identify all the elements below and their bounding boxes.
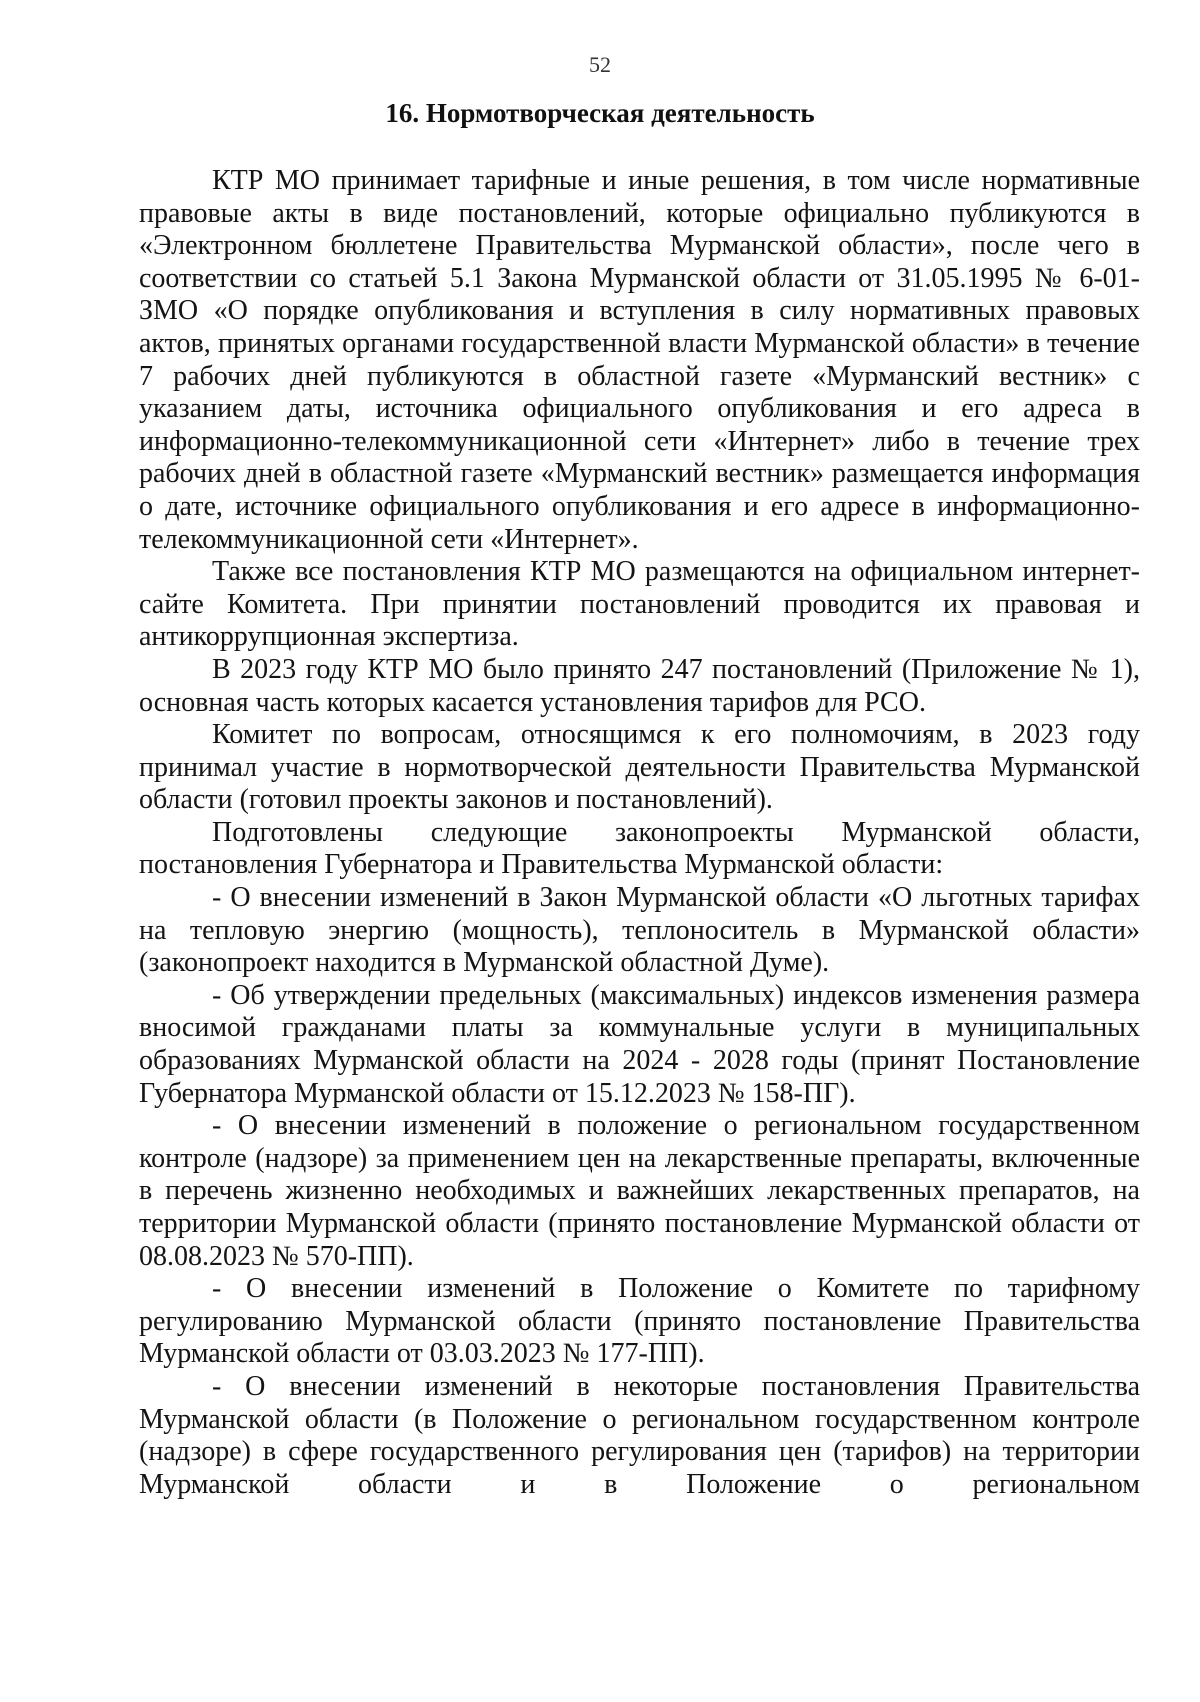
list-item-government-resolutions: - О внесении изменений в некоторые постановления Правительства Мурманской области (в Положение о региональном государственном контроле (надзоре) в сфере государственного регулирования цен (тарифов) на территории Мурманской области и в Положение о региональном bbox=[139, 1370, 1140, 1500]
section-heading: 16. Нормотворческая деятельность bbox=[385, 98, 815, 128]
page-number: 52 bbox=[589, 52, 611, 77]
paragraph-website: Также все постановления КТР МО размещаются на официальном интернет-сайте Комитета. При принятии постановлений проводится их правовая и антикоррупционная экспертиза. bbox=[139, 556, 1140, 653]
list-item-committee-regulation: - О внесении изменений в Положение о Комитете по тарифному регулированию Мурманской области (принято постановление Правительства Мурманской области от 03.03.2023 № 177-ПП). bbox=[139, 1273, 1140, 1370]
paragraph-participation: Комитет по вопросам, относящимся к его полномочиям, в 2023 году принимал участие в нормотворческой деятельности Правительства Мурманской области (готовил проекты законов и постановлений). bbox=[139, 719, 1140, 816]
list-item-medicine-prices: - О внесении изменений в положение о региональном государственном контроле (надзоре) за применением цен на лекарственные препараты, включенные в перечень жизненно необходимых и важнейших лекарственных препаратов, на территории Мурманской области (принято постановление Мурманской области от 08.08.2023 № 570-ПП). bbox=[139, 1110, 1140, 1272]
body-text bbox=[139, 165, 1140, 1501]
list-item-law-heat-tariffs: - О внесении изменений в Закон Мурманской области «О льготных тарифах на тепловую энергию (мощность), теплоноситель в Мурманской области» (законопроект находится в Мурманской областной Думе). bbox=[139, 882, 1140, 979]
paragraph-publication: КТР МО принимает тарифные и иные решения, в том числе нормативные правовые акты в виде постановлений, которые официально публикуются в «Электронном бюллетене Правительства Мурманской области», после чего в соответствии со статьей 5.1 Закона Мурманской области от 31.05.1995 № 6-01-ЗМО «О порядке опубликования и вступления в силу нормативных правовых актов, принятых органами государственной власти Мурманской области» в течение 7 рабочих дней публикуются в областной газете «Мурманский вестник» с указанием даты, источника официального опубликования и его адреса в информационно-телекоммуникационной сети «Интернет» либо в течение трех рабочих дней в областной газете «Мурманский вестник» размещается информация о дате, источнике официального опубликования и его адресе в информационно-телекоммуникационной сети «Интернет». bbox=[139, 165, 1140, 555]
list-item-utility-indices: - Об утверждении предельных (максимальных) индексов изменения размера вносимой гражданами платы за коммунальные услуги в муниципальных образованиях Мурманской области на 2024 - 2028 годы (принят Постановление Губернатора Мурманской области от 15.12.2023 № 158-ПГ). bbox=[139, 979, 1140, 1109]
paragraph-resolutions-count: В 2023 году КТР МО было принято 247 постановлений (Приложение № 1), основная часть которых касается установления тарифов для РСО. bbox=[139, 653, 1140, 718]
paragraph-prepared-intro: Подготовлены следующие законопроекты Мурманской области, постановления Губернатора и Правительства Мурманской области: bbox=[139, 816, 1140, 881]
